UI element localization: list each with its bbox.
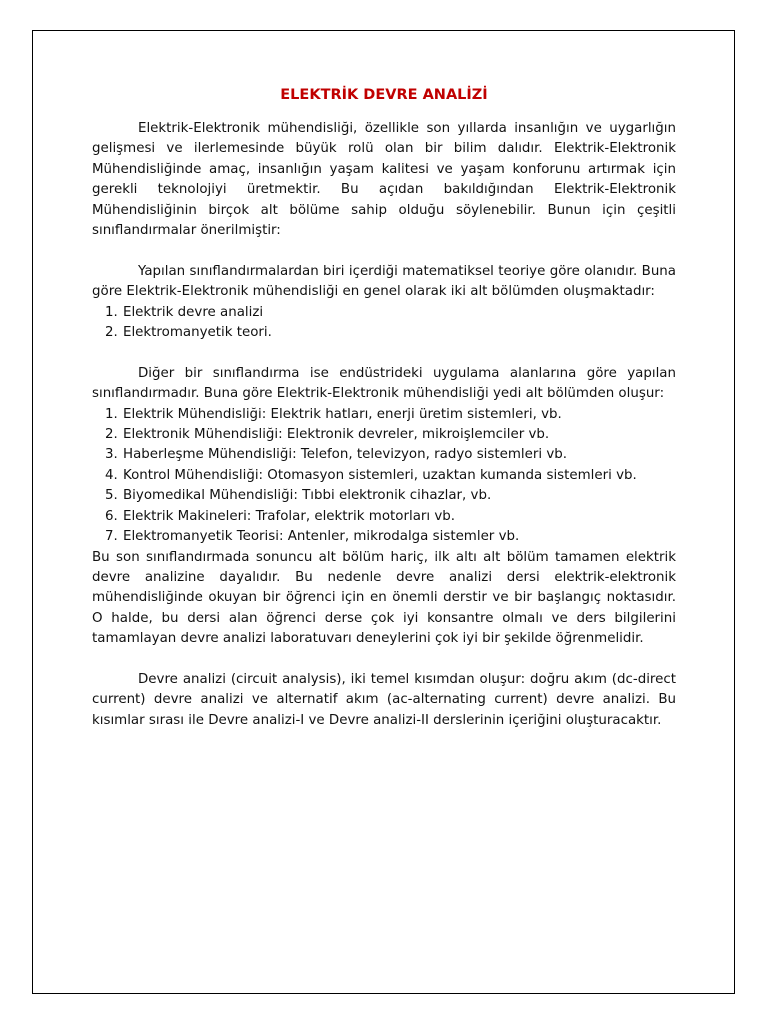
document-page — [32, 30, 735, 994]
paragraph-gap — [92, 650, 676, 670]
paragraph-importance: Bu son sınıflandırmada sonuncu alt bölüm hariç, ilk altı alt bölüm tamamen elektrik devre analizine dayalıdır. Bu nedenle devre analizi dersi elektrik-elektronik mühendisliğinde okuyan bir öğrenci için en önemli derstir ve bir başlangıç noktasıdır. O halde, bu dersi alan öğrenci derse çok iyi konsantre olmalı ve ders bilgilerini tamamlayan devre analizi laboratuvarı deneylerini çok iyi bir şekilde öğrenmelidir. — [92, 549, 676, 647]
list-item: 1. Elektrik devre analizi — [122, 303, 676, 323]
list-item: 5. Biyomedikal Mühendisliği: Tıbbi elektronik cihazlar, vb. — [122, 486, 676, 506]
list-theory-subfields — [92, 303, 676, 344]
paragraph-classification-industry: Diğer bir sınıflandırma ise endüstrideki uygulama alanlarına göre yapılan sınıflandırmadır. Buna göre Elektrik-Elektronik mühendisliği yedi alt bölümden oluşur: — [92, 365, 676, 402]
paragraph-circuit-analysis: Devre analizi (circuit analysis), iki temel kısımdan oluşur: doğru akım (dc-direct current) devre analizi ve alternatif akım (ac-alternating current) devre analizi. Bu kısımlar sırası ile Devre analizi-I ve Devre analizi-II derslerinin içeriğini oluşturacaktır. — [92, 671, 676, 728]
document-title: ELEKTRİK DEVRE ANALİZİ — [280, 87, 488, 103]
list-item: 1. Elektrik Mühendisliği: Elektrik hatları, enerji üretim sistemleri, vb. — [122, 405, 676, 425]
list-item: 6. Elektrik Makineleri: Trafolar, elektrik motorları vb. — [122, 507, 676, 527]
list-item: 7. Elektromanyetik Teorisi: Antenler, mikrodalga sistemler vb. — [122, 527, 676, 547]
document-body — [92, 85, 676, 731]
list-item: 2. Elektromanyetik teori. — [122, 323, 676, 343]
list-item: 2. Elektronik Mühendisliği: Elektronik devreler, mikroişlemciler vb. — [122, 425, 676, 445]
paragraph-gap — [92, 343, 676, 363]
list-item: 4. Kontrol Mühendisliği: Otomasyon sistemleri, uzaktan kumanda sistemleri vb. — [122, 466, 676, 486]
paragraph-gap — [92, 241, 676, 261]
paragraph-classification-theory: Yapılan sınıflandırmalardan biri içerdiği matematiksel teoriye göre olanıdır. Buna göre Elektrik-Elektronik mühendisliği en genel olarak iki alt bölümden oluşmaktadır: — [92, 263, 676, 300]
paragraph-intro: Elektrik-Elektronik mühendisliği, özellikle son yıllarda insanlığın ve uygarlığın gelişmesi ve ilerlemesinde büyük rolü olan bir bilim dalıdır. Elektrik-Elektronik Mühendisliğinde amaç, insanlığın yaşam kalitesi ve yaşam konforunu artırmak için gerekli teknolojiyi üretmektir. Bu açıdan bakıldığından Elektrik-Elektronik Mühendisliğinin birçok alt bölüme sahip olduğu söylenebilir. Bunun için çeşitli sınıflandırmalar önerilmiştir: — [92, 121, 676, 239]
list-industry-subfields — [92, 405, 676, 548]
list-item: 3. Haberleşme Mühendisliği: Telefon, televizyon, radyo sistemleri vb. — [122, 445, 676, 465]
